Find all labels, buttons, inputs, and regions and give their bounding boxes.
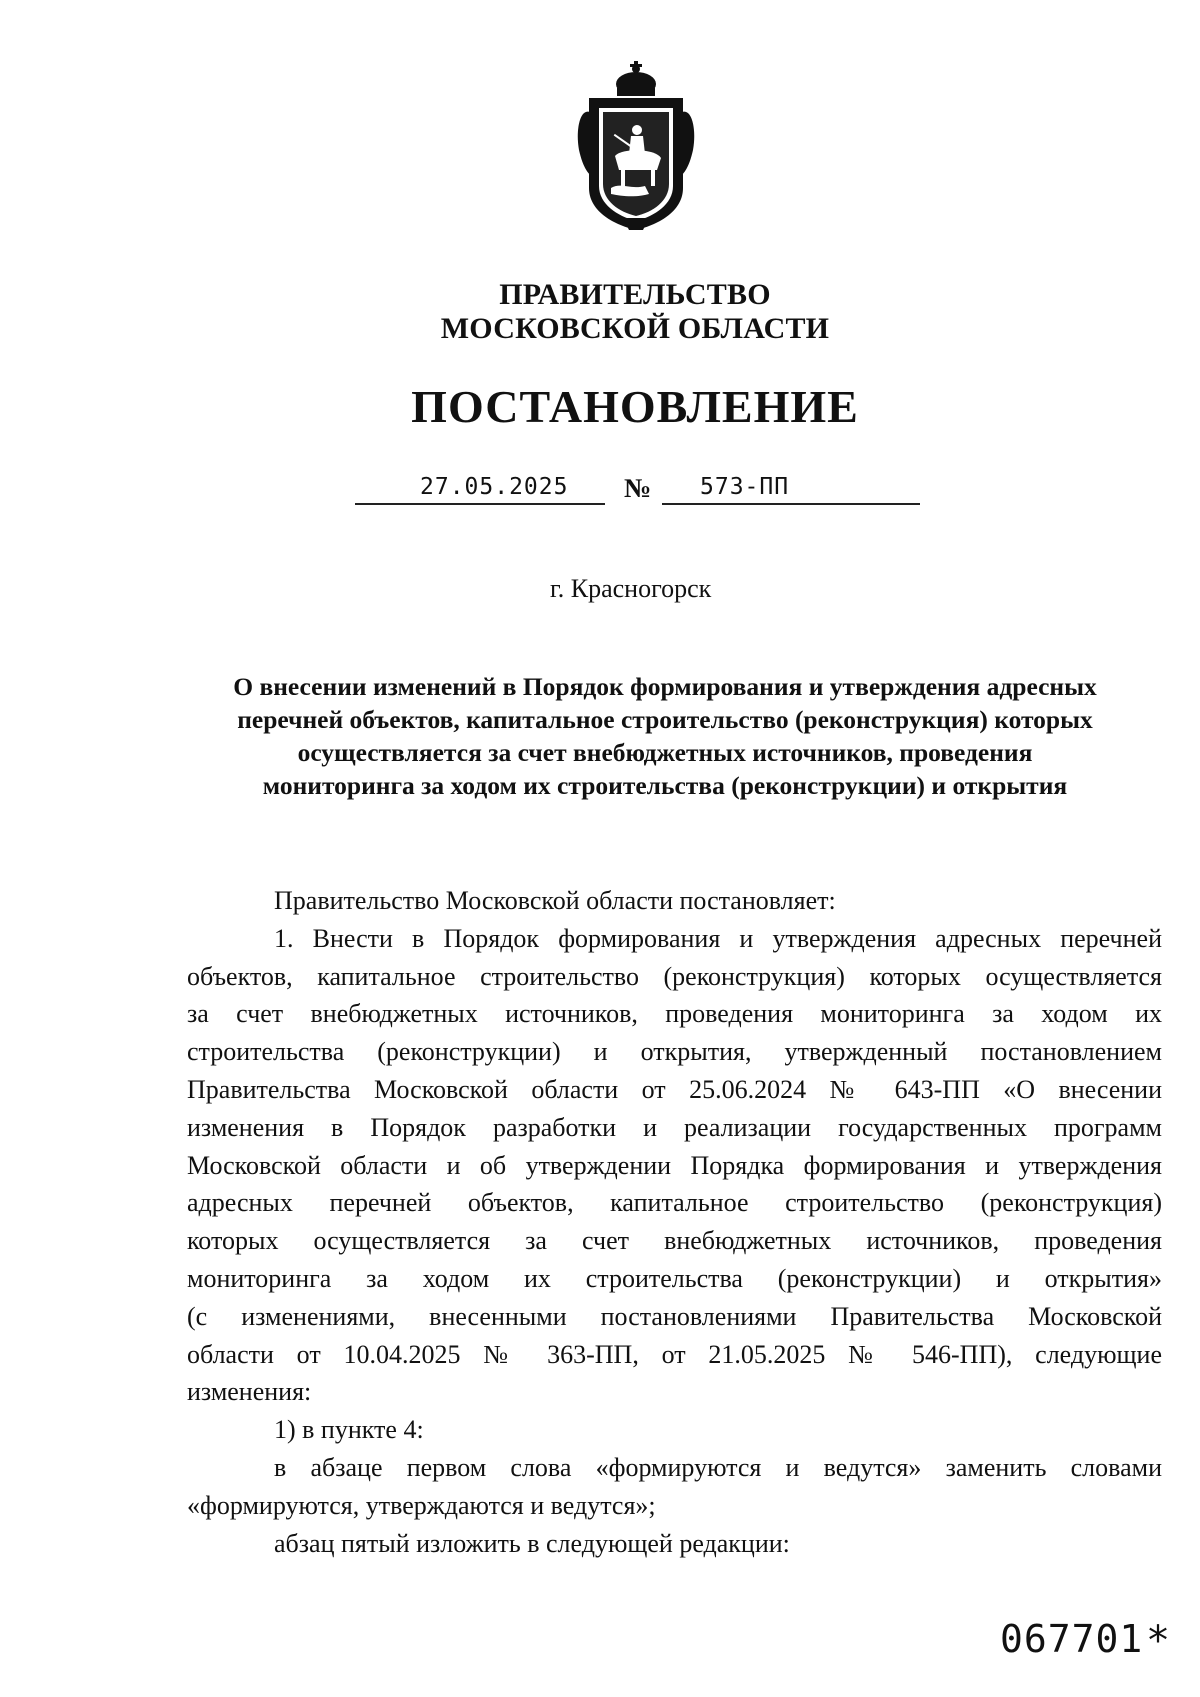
subitem-1b-paragraph: абзац пятый изложить в следующей редакции:	[274, 1528, 790, 1558]
subject-line: перечней объектов, капитальное строительство (реконструкция) которых	[237, 705, 1093, 734]
subject-line: мониторинга за ходом их строительства (реконструкции) и открытия	[262, 771, 1068, 800]
document-number: 573-ПП	[700, 474, 790, 500]
document-subject	[180, 670, 1150, 802]
item-1-line: изменения:	[187, 1377, 312, 1407]
subject-line: О внесении изменений в Порядок формирования и утверждения адресных	[233, 672, 1097, 701]
item-1-line: объектов, капитальное строительство (реконструкция) которых осуществляется	[187, 961, 1162, 991]
item-1-line: 1. Внести в Порядок формирования и утверждения адресных перечней	[274, 923, 1162, 953]
subitem-1-heading: 1) в пункте 4:	[274, 1415, 424, 1445]
item-1-paragraph	[187, 920, 1162, 1411]
item-1-line: Московской области и об утверждении Порядка формирования и утверждения	[187, 1150, 1162, 1180]
item-1-line: строительства (реконструкции) и открытия, утвержденный постановлением	[187, 1037, 1162, 1067]
subitem-1a-line: «формируются, утверждаются и ведутся»;	[187, 1490, 656, 1520]
coat-of-arms-emblem	[571, 58, 701, 234]
city-name: г. Красногорск	[550, 574, 712, 603]
item-1-line: Правительства Московской области от 25.06.2024 № 643-ПП «О внесении	[187, 1074, 1162, 1104]
number-sign: №	[624, 473, 652, 503]
document-date: 27.05.2025	[420, 474, 569, 500]
document-type-title: ПОСТАНОВЛЕНИЕ	[411, 381, 859, 432]
intro-paragraph: Правительство Московской области постановляет:	[274, 886, 836, 915]
item-1-line: (с изменениями, внесенными постановлениями Правительства Московской	[187, 1301, 1162, 1331]
subitem-1a-line: в абзаце первом слова «формируются и ведутся» заменить словами	[274, 1452, 1162, 1482]
org-name-line-2: МОСКОВСКОЙ ОБЛАСТИ	[440, 312, 830, 345]
serial-number: 067701	[1000, 1617, 1144, 1661]
serial-mark: *	[1148, 1618, 1168, 1664]
item-1-line: мониторинга за ходом их строительства (реконструкции) и открытия»	[187, 1263, 1162, 1293]
document-body	[187, 882, 1162, 1562]
subject-line: осуществляется за счет внебюджетных источников, проведения	[297, 738, 1033, 767]
subitem-1a-paragraph	[187, 1449, 1162, 1525]
item-1-line: области от 10.04.2025 № 363-ПП, от 21.05.2025 № 546-ПП), следующие	[187, 1339, 1162, 1369]
org-name-line-1: ПРАВИТЕЛЬСТВО	[499, 278, 771, 311]
item-1-line: изменения в Порядок разработки и реализации государственных программ	[187, 1112, 1162, 1142]
item-1-line: которых осуществляется за счет внебюджетных источников, проведения	[187, 1226, 1162, 1256]
item-1-line: адресных перечней объектов, капитальное строительство (реконструкция)	[187, 1188, 1162, 1218]
item-1-line: за счет внебюджетных источников, проведения мониторинга за ходом их	[187, 999, 1162, 1029]
